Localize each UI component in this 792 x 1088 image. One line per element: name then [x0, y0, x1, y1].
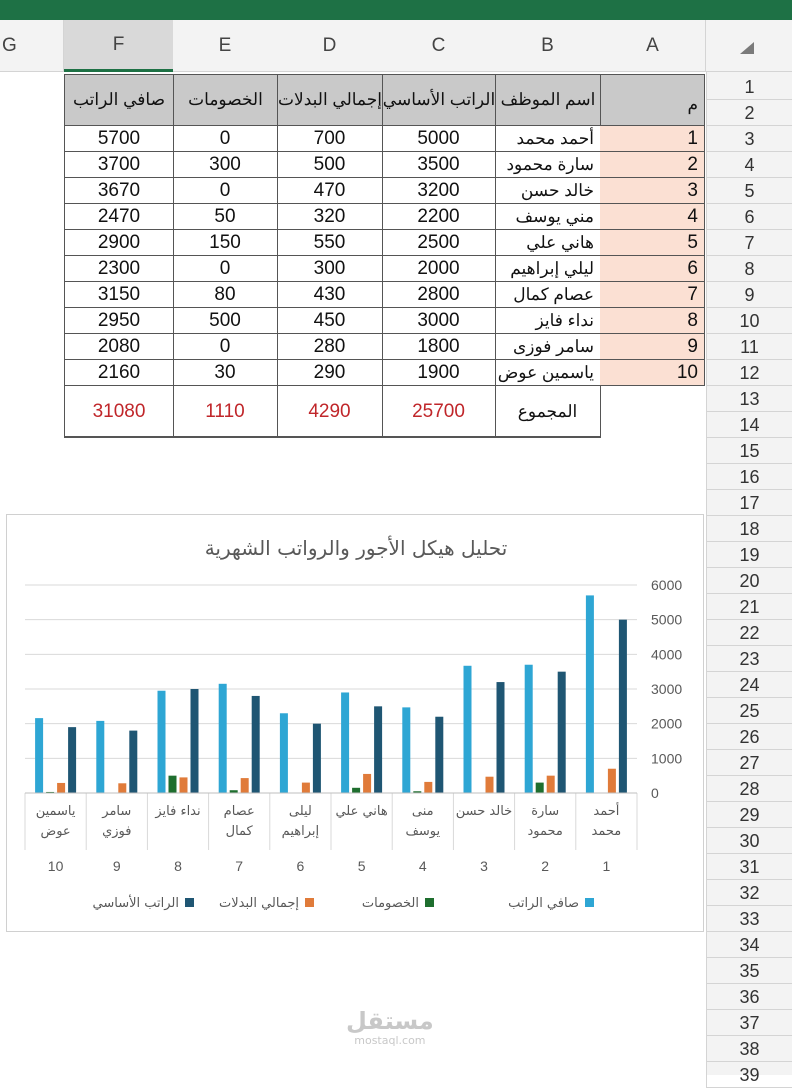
x-index-label: 4: [418, 858, 427, 874]
legend-label: صافي الراتب: [508, 896, 579, 911]
cell-index[interactable]: 7: [600, 282, 705, 308]
y-tick-label: 3000: [651, 681, 683, 697]
cell-index[interactable]: 10: [600, 360, 705, 386]
cell-net[interactable]: 2900: [64, 230, 174, 256]
bar-الراتب الأساسي: [68, 727, 76, 793]
y-tick-label: 0: [651, 785, 659, 801]
cell-base[interactable]: 2200: [382, 204, 496, 230]
cell-deductions[interactable]: 80: [173, 282, 278, 308]
row-header-24[interactable]: 24: [706, 672, 792, 698]
cell-index[interactable]: 2: [600, 152, 705, 178]
total-label[interactable]: المجموع: [495, 386, 601, 438]
header-net[interactable]: صافي الراتب: [64, 74, 174, 126]
row-header-12[interactable]: 12: [706, 360, 792, 386]
bar-الراتب الأساسي: [191, 689, 199, 793]
bar-صافي الراتب: [96, 721, 104, 793]
cell-base[interactable]: 2000: [382, 256, 496, 282]
row-header-27[interactable]: 27: [706, 750, 792, 776]
x-category-label: ليلى: [288, 804, 312, 819]
bar-صافي الراتب: [586, 595, 594, 793]
legend-label: الخصومات: [361, 896, 419, 911]
cell-index[interactable]: 5: [600, 230, 705, 256]
row-header-20[interactable]: 20: [706, 568, 792, 594]
total-allowances[interactable]: 4290: [277, 386, 383, 438]
x-index-label: 10: [47, 858, 64, 874]
cell-name[interactable]: سامر فوزى: [495, 334, 601, 360]
row-header-10[interactable]: 10: [706, 308, 792, 334]
cell-allowances[interactable]: 470: [277, 178, 383, 204]
cell-net[interactable]: 2950: [64, 308, 174, 334]
watermark-url: mostaql.com: [354, 1034, 426, 1047]
y-tick-label: 2000: [651, 715, 683, 732]
x-category-label: ياسمين: [35, 804, 76, 819]
cell-allowances[interactable]: 550: [277, 230, 383, 256]
x-category-label: عوض: [40, 824, 71, 839]
x-category-label: سامر: [102, 804, 132, 819]
watermark-brand: مستقل: [346, 1007, 434, 1035]
column-header-f[interactable]: F: [64, 20, 174, 72]
x-index-label: 3: [480, 858, 488, 874]
x-category-label: إبراهيم: [281, 824, 320, 839]
row-header-4[interactable]: 4: [706, 152, 792, 178]
row-header-18[interactable]: 18: [706, 516, 792, 542]
total-deductions[interactable]: 1110: [173, 386, 278, 438]
row-header-34[interactable]: 34: [706, 932, 792, 958]
row-header-14[interactable]: 14: [706, 412, 792, 438]
total-net[interactable]: 31080: [64, 386, 174, 438]
column-header-a[interactable]: A: [600, 20, 706, 72]
cell-allowances[interactable]: 500: [277, 152, 383, 178]
row-header-11[interactable]: 11: [706, 334, 792, 360]
x-index-label: 7: [235, 858, 244, 874]
row-header-7[interactable]: 7: [706, 230, 792, 256]
cell-allowances[interactable]: 700: [277, 126, 383, 152]
row-header-1[interactable]: 1: [706, 74, 792, 100]
cell-deductions[interactable]: 500: [173, 308, 278, 334]
select-all-corner[interactable]: [706, 20, 792, 72]
row-header-29[interactable]: 29: [706, 802, 792, 828]
cell-name[interactable]: عصام كمال: [495, 282, 601, 308]
cell-allowances[interactable]: 290: [277, 360, 383, 386]
bar-الراتب الأساسي: [619, 620, 627, 793]
x-category-label: منى: [411, 804, 434, 819]
bar-الراتب الأساسي: [129, 731, 137, 793]
x-category-label: نداء فايز: [155, 804, 201, 819]
cell-deductions[interactable]: 30: [173, 360, 278, 386]
bar-صافي الراتب: [219, 684, 227, 793]
cell-base[interactable]: 1800: [382, 334, 496, 360]
row-header-36[interactable]: 36: [706, 984, 792, 1010]
row-header-25[interactable]: 25: [706, 698, 792, 724]
bar-إجمالي البدلات: [608, 769, 616, 793]
cell-net[interactable]: 3670: [64, 178, 174, 204]
bar-صافي الراتب: [35, 718, 43, 793]
column-header-b[interactable]: B: [495, 20, 601, 72]
bar-الراتب الأساسي: [558, 672, 566, 793]
bar-الراتب الأساسي: [374, 706, 382, 793]
cell-name[interactable]: ليلي إبراهيم: [495, 256, 601, 282]
row-header-3[interactable]: 3: [706, 126, 792, 152]
x-index-label: 5: [357, 858, 366, 874]
bar-الخصومات: [169, 776, 177, 793]
cell-allowances[interactable]: 280: [277, 334, 383, 360]
x-category-label: خالد حسن: [455, 804, 513, 819]
x-category-label: كمال: [225, 824, 253, 839]
row-header-13[interactable]: 13: [706, 386, 792, 412]
ribbon-bar: [0, 0, 792, 20]
column-header-g[interactable]: G: [0, 20, 64, 72]
total-base[interactable]: 25700: [382, 386, 496, 438]
cell-net[interactable]: 2160: [64, 360, 174, 386]
legend-label: الراتب الأساسي: [92, 896, 179, 911]
column-header-e[interactable]: E: [173, 20, 278, 72]
bar-الخصومات: [352, 788, 360, 793]
bar-إجمالي البدلات: [547, 776, 555, 793]
row-header-32[interactable]: 32: [706, 880, 792, 906]
column-header-c[interactable]: C: [382, 20, 496, 72]
row-header-8[interactable]: 8: [706, 256, 792, 282]
bar-إجمالي البدلات: [363, 774, 371, 793]
cell-base[interactable]: 1900: [382, 360, 496, 386]
chart-title: تحليل هيكل الأجور والرواتب الشهرية: [204, 536, 508, 560]
cell-deductions[interactable]: 50: [173, 204, 278, 230]
bar-الراتب الأساسي: [252, 696, 260, 793]
x-category-label: سارة: [531, 804, 560, 819]
cell-index[interactable]: 8: [600, 308, 705, 334]
x-index-label: 1: [602, 858, 611, 874]
bar-صافي الراتب: [464, 666, 472, 793]
salary-chart[interactable]: [6, 514, 704, 932]
row-header-2[interactable]: 2: [706, 100, 792, 126]
bar-صافي الراتب: [525, 665, 533, 793]
row-header-23[interactable]: 23: [706, 646, 792, 672]
row-header-21[interactable]: 21: [706, 594, 792, 620]
cell-net[interactable]: 3700: [64, 152, 174, 178]
cell-index[interactable]: 1: [600, 126, 705, 152]
cell-net[interactable]: 2080: [64, 334, 174, 360]
cell-name[interactable]: نداء فايز: [495, 308, 601, 334]
row-header-28[interactable]: 28: [706, 776, 792, 802]
row-header-31[interactable]: 31: [706, 854, 792, 880]
x-category-label: هاني علي: [335, 804, 388, 819]
row-header-5[interactable]: 5: [706, 178, 792, 204]
legend-label: إجمالي البدلات: [218, 896, 299, 911]
header-deductions[interactable]: الخصومات: [173, 74, 278, 126]
cell-allowances[interactable]: 430: [277, 282, 383, 308]
cell-net[interactable]: 5700: [64, 126, 174, 152]
x-index-label: 8: [174, 858, 182, 874]
watermark: [346, 1008, 434, 1047]
bar-صافي الراتب: [158, 691, 166, 793]
cell-name[interactable]: خالد حسن: [495, 178, 601, 204]
cell-deductions[interactable]: 0: [173, 334, 278, 360]
cell-base[interactable]: 5000: [382, 126, 496, 152]
bar-إجمالي البدلات: [241, 778, 249, 793]
legend-swatch: [585, 898, 594, 907]
cell-allowances[interactable]: 300: [277, 256, 383, 282]
cell-name[interactable]: ياسمين عوض: [495, 360, 601, 386]
chart-canvas: [7, 515, 705, 933]
x-index-label: 6: [296, 858, 305, 874]
cell-deductions[interactable]: 0: [173, 126, 278, 152]
x-category-label: عصام: [223, 804, 255, 819]
row-header-37[interactable]: 37: [706, 1010, 792, 1036]
cell-allowances[interactable]: 450: [277, 308, 383, 334]
legend-swatch: [425, 898, 434, 907]
row-header-17[interactable]: 17: [706, 490, 792, 516]
bar-الراتب الأساسي: [435, 717, 443, 793]
cell-index[interactable]: 3: [600, 178, 705, 204]
cell-base[interactable]: 2500: [382, 230, 496, 256]
bar-إجمالي البدلات: [180, 777, 188, 793]
row-header-35[interactable]: 35: [706, 958, 792, 984]
bar-صافي الراتب: [280, 713, 288, 793]
cell-index[interactable]: 9: [600, 334, 705, 360]
cell-allowances[interactable]: 320: [277, 204, 383, 230]
x-category-label: يوسف: [405, 824, 441, 839]
header-index[interactable]: م: [600, 74, 705, 126]
x-category-label: محمود: [527, 824, 563, 839]
x-category-label: أحمد: [593, 804, 620, 819]
x-index-label: 9: [112, 858, 121, 874]
bar-إجمالي البدلات: [57, 783, 65, 793]
row-header-33[interactable]: 33: [706, 906, 792, 932]
y-tick-label: 6000: [651, 577, 683, 593]
cell-base[interactable]: 3200: [382, 178, 496, 204]
legend-swatch: [185, 898, 194, 907]
y-tick-label: 5000: [651, 611, 683, 628]
cell-index[interactable]: 6: [600, 256, 705, 282]
bar-صافي الراتب: [341, 692, 349, 793]
cell-deductions[interactable]: 0: [173, 178, 278, 204]
row-header-26[interactable]: 26: [706, 724, 792, 750]
cell-net[interactable]: 2300: [64, 256, 174, 282]
column-header-d[interactable]: D: [277, 20, 383, 72]
y-tick-label: 4000: [651, 646, 683, 663]
row-header-15[interactable]: 15: [706, 438, 792, 464]
cell-name[interactable]: أحمد محمد: [495, 126, 601, 152]
y-tick-label: 1000: [651, 750, 683, 767]
cell-deductions[interactable]: 300: [173, 152, 278, 178]
row-header-6[interactable]: 6: [706, 204, 792, 230]
bar-الراتب الأساسي: [497, 682, 505, 793]
cell-deductions[interactable]: 0: [173, 256, 278, 282]
x-category-label: فوزي: [102, 824, 132, 839]
row-header-39[interactable]: 39: [706, 1062, 792, 1088]
cell-deductions[interactable]: 150: [173, 230, 278, 256]
legend-swatch: [305, 898, 314, 907]
select-all-icon: [740, 42, 754, 54]
row-header-22[interactable]: 22: [706, 620, 792, 646]
cell-index[interactable]: 4: [600, 204, 705, 230]
cell-name[interactable]: هاني علي: [495, 230, 601, 256]
cell-base[interactable]: 2800: [382, 282, 496, 308]
bar-إجمالي البدلات: [424, 782, 432, 793]
header-base-salary[interactable]: الراتب الأساسي: [382, 74, 496, 126]
x-index-label: 2: [541, 858, 550, 874]
cell-name[interactable]: مني يوسف: [495, 204, 601, 230]
row-header-38[interactable]: 38: [706, 1036, 792, 1062]
row-header-9[interactable]: 9: [706, 282, 792, 308]
cell-name[interactable]: سارة محمود: [495, 152, 601, 178]
row-header-19[interactable]: 19: [706, 542, 792, 568]
cell-net[interactable]: 3150: [64, 282, 174, 308]
cell-base[interactable]: 3000: [382, 308, 496, 334]
bar-الخصومات: [536, 783, 544, 793]
header-employee-name[interactable]: اسم الموظف: [495, 74, 601, 126]
cell-base[interactable]: 3500: [382, 152, 496, 178]
bar-صافي الراتب: [402, 707, 410, 793]
bar-إجمالي البدلات: [302, 783, 310, 793]
row-header-16[interactable]: 16: [706, 464, 792, 490]
bar-إجمالي البدلات: [486, 777, 494, 793]
bar-إجمالي البدلات: [118, 783, 126, 793]
cell-net[interactable]: 2470: [64, 204, 174, 230]
bar-الراتب الأساسي: [313, 724, 321, 793]
header-allowances[interactable]: إجمالي البدلات: [277, 74, 383, 126]
x-category-label: محمد: [591, 824, 622, 839]
row-header-30[interactable]: 30: [706, 828, 792, 854]
